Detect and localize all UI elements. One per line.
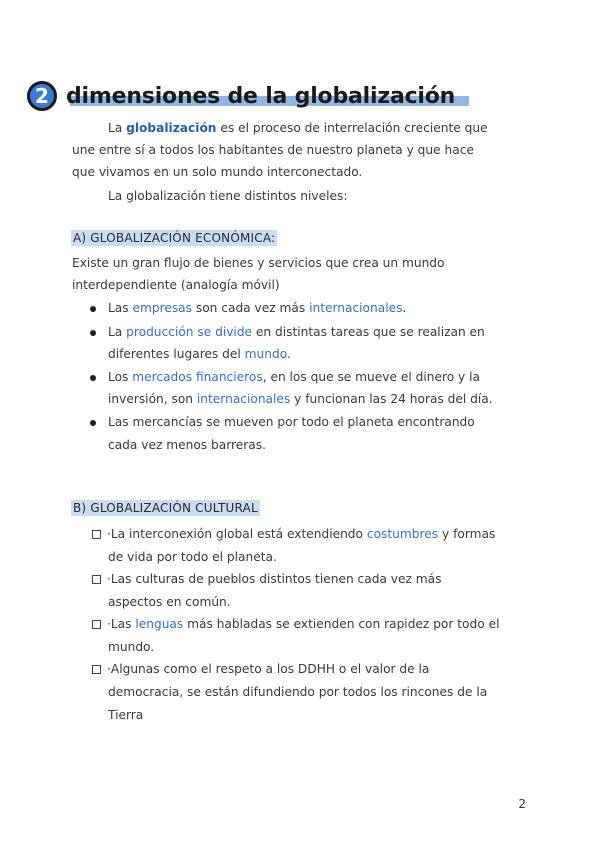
keyword-empresas: empresas <box>132 301 192 315</box>
page-number: 2 <box>518 797 526 811</box>
item-text: diferentes lugares del <box>108 347 245 361</box>
heading-cultural: B) GLOBALIZACIÓN CULTURAL <box>73 501 258 515</box>
cultural-item-4-cont: democracia, se están difundiendo por todos los rincones de la <box>108 685 488 699</box>
intro-text: La <box>108 121 127 135</box>
item-text: son cada vez más <box>192 301 310 315</box>
cultural-item-4-cont2: Tierra <box>108 708 144 722</box>
keyword-produccion: producción se divide <box>126 325 253 339</box>
cultural-item-2-cont: aspectos en común. <box>108 595 231 609</box>
economic-item-4: Las mercancías se mueven por todo el planeta encontrando <box>108 415 475 429</box>
intro-text: es el proceso de interrelación creciente que <box>216 121 488 135</box>
economic-item-3 <box>108 366 480 388</box>
intro-line-4: La globalización tiene distintos niveles: <box>108 189 348 203</box>
cultural-item-3 <box>107 613 499 635</box>
cultural-item-4: ·Algunas como el respeto a los DDHH o el valor de la <box>107 662 430 676</box>
intro-line-3: que vivamos en un solo mundo interconectado. <box>72 165 363 179</box>
checkbox-icon <box>92 665 101 674</box>
bullet-dot <box>90 306 96 312</box>
economic-intro-2: interdependiente (analogía móvil) <box>72 278 280 292</box>
economic-item-2-cont <box>108 343 291 365</box>
bullet-dot <box>90 330 96 336</box>
section-number-badge: 2 <box>27 81 57 111</box>
economic-item-1 <box>108 297 406 319</box>
intro-line-1 <box>108 117 488 139</box>
cultural-item-1-cont: de vida por todo el planeta. <box>108 550 277 564</box>
economic-item-4-cont: cada vez menos barreras. <box>108 438 266 452</box>
economic-item-2 <box>108 321 485 343</box>
bullet-dot <box>90 420 96 426</box>
item-text: Los <box>108 370 133 384</box>
keyword-mercados: mercados financieros <box>132 370 263 384</box>
item-text: La <box>108 325 127 339</box>
cultural-item-1 <box>107 523 495 545</box>
item-text: más habladas se extienden con rapidez por todo el <box>183 617 500 631</box>
item-text: Las <box>108 301 133 315</box>
item-text: en distintas tareas que se realizan en <box>252 325 485 339</box>
keyword-lenguas: lenguas <box>135 617 184 631</box>
keyword-globalizacion: globalización <box>126 121 217 135</box>
checkbox-icon <box>92 575 101 584</box>
keyword-internacionales: internacionales <box>309 301 403 315</box>
item-text: ·La interconexión global está extendiendo <box>107 527 367 541</box>
keyword-internacionales: internacionales <box>196 392 291 406</box>
heading-economic: A) GLOBALIZACIÓN ECONÓMICA: <box>73 231 276 245</box>
item-text: inversión, son <box>108 392 197 406</box>
item-text: . <box>402 301 407 315</box>
item-text: ·Las <box>107 617 136 631</box>
item-text: . <box>286 347 291 361</box>
keyword-costumbres: costumbres <box>366 527 439 541</box>
cultural-item-3-cont: mundo. <box>108 640 155 654</box>
item-text: , en los que se mueve el dinero y la <box>262 370 480 384</box>
intro-line-2: une entre sí a todos los habitantes de nuestro planeta y que hace <box>72 143 474 157</box>
item-text: y formas <box>438 527 496 541</box>
section-title <box>27 78 469 114</box>
keyword-mundo: mundo <box>244 347 287 361</box>
economic-intro-1: Existe un gran flujo de bienes y servicios que crea un mundo <box>72 256 445 270</box>
cultural-item-2: ·Las culturas de pueblos distintos tienen cada vez más <box>107 572 442 586</box>
item-text: y funcionan las 24 horas del día. <box>290 392 493 406</box>
checkbox-icon <box>92 620 101 629</box>
economic-item-3-cont <box>108 388 493 410</box>
page-title: dimensiones de la globalización <box>66 84 469 109</box>
checkbox-icon <box>92 530 101 539</box>
bullet-dot <box>90 375 96 381</box>
